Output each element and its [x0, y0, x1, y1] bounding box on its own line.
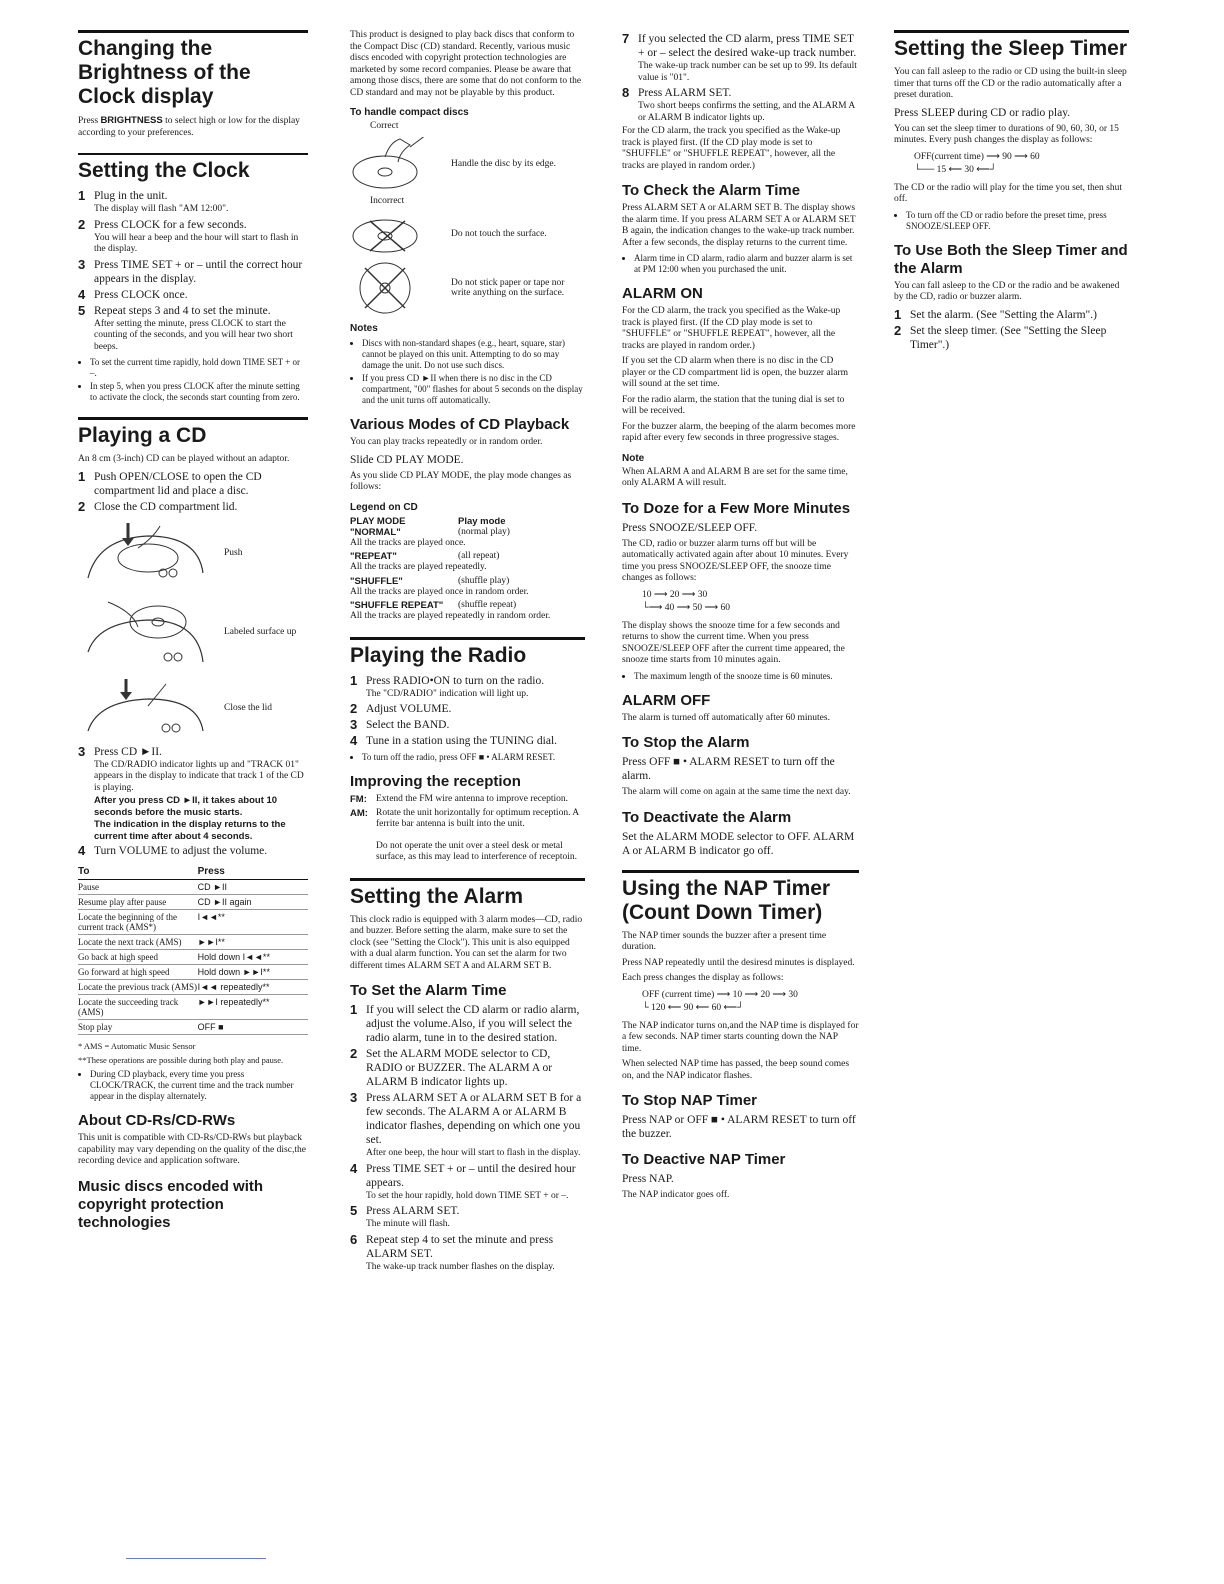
footnote: **These operations are possible during both play and pause. — [78, 1055, 284, 1065]
nap-text: Press NAP repeatedly until the desiresd minutes is displayed. — [622, 957, 855, 968]
alarm-steps — [350, 1003, 585, 1273]
figure-caption: Labeled surface up — [224, 626, 297, 637]
step-note: The "CD/RADIO" indication will light up. — [366, 688, 529, 699]
cd-operations-table — [78, 864, 308, 1035]
notes-title: Notes — [350, 323, 378, 334]
music-title: Music discs encoded with copyright protection technologies — [78, 1177, 264, 1231]
step-text: If you selected the CD alarm, press TIME SET + or – select the desired wake-up track number. — [638, 33, 857, 59]
table-cell-press: Hold down I◄◄** — [198, 950, 308, 965]
legend-row: "NORMAL" (normal play) — [350, 526, 510, 538]
cd-intro: An 8 cm (3-inch) CD can be played without an adaptor. — [78, 454, 290, 464]
radio-bullets: • To turn off the radio, press OFF ■ • ALARM RESET. — [350, 752, 585, 763]
step-number: 3 — [350, 1090, 358, 1105]
step-text: Repeat step 4 to set the minute and press ALARM SET. — [366, 1233, 554, 1260]
check-bullets: • Alarm time in CD alarm, radio alarm and buzzer alarm is set at PM 12:00 when you purchased the unit. — [622, 253, 859, 275]
cd-place-illustration — [78, 592, 208, 672]
deactivate-text: Set the ALARM MODE selector to OFF. ALARM A or ALARM B indicator go off. — [622, 830, 855, 857]
step — [78, 304, 308, 354]
step-text: Press TIME SET + or – until the correct hour appears in the display. — [94, 258, 303, 285]
step-number: 1 — [78, 188, 86, 203]
cd-close-illustration — [78, 676, 208, 741]
deactive-nap-text: Press NAP. — [622, 1173, 674, 1185]
nap-text: When selected NAP time has passed, the beep sound comes on, and the NAP indicator flashes. — [622, 1059, 850, 1081]
step-number: 1 — [350, 1002, 358, 1017]
alarm-on-text: For the CD alarm, the track you specified as the Wake-up track is played first. (If the CD play mode is set to "SHUFFLE" or "SHUFFLE REPEAT", however, all the tracks are played in random order.) — [622, 306, 841, 351]
alarm-on-text: For the buzzer alarm, the beeping of the alarm becomes more rapid after every few seconds in three progressive stages. — [622, 421, 856, 443]
step — [350, 1233, 585, 1274]
step-number: 1 — [350, 672, 358, 688]
sleep-text: The CD or the radio will play for the time you set, then shut off. — [894, 182, 1122, 204]
table-cell-press: I◄◄** — [198, 910, 308, 935]
step-note: The wake-up track number flashes on the display. — [366, 1261, 555, 1272]
step-number: 7 — [622, 31, 630, 46]
column-4 — [894, 30, 1129, 354]
handle-figure-1 — [350, 137, 585, 192]
step — [894, 324, 1129, 352]
legend-title: Legend on CD — [350, 501, 418, 513]
cd-title: Playing a CD — [78, 424, 207, 447]
modes-title: Various Modes of CD Playback — [350, 416, 570, 433]
step — [78, 189, 308, 216]
brightness-text: Press BRIGHTNESS to select high or low for the display according to your preferences. — [78, 115, 300, 138]
figure-caption: Close the lid — [224, 703, 273, 713]
clock-steps — [78, 189, 308, 353]
section-rule — [78, 30, 308, 33]
step-number: 5 — [78, 302, 86, 318]
step-number: 3 — [350, 717, 358, 732]
table-row — [78, 895, 308, 910]
step — [350, 734, 585, 748]
step-number: 2 — [894, 322, 902, 338]
legend-detail: All the tracks are played once in random order. — [350, 586, 529, 597]
step-text: Press CLOCK once. — [94, 288, 188, 301]
table-cell-action: Locate the beginning of the current track (AMS*) — [78, 910, 198, 935]
table-cell-action: Stop play — [78, 1020, 198, 1035]
table-cell-press: OFF ■ — [198, 1020, 308, 1035]
table-cell-press: ►►I** — [198, 935, 308, 950]
legend-list — [350, 527, 585, 623]
stop-alarm-text: Press OFF ■ • ALARM RESET to turn off the alarm. — [622, 756, 835, 782]
section-rule — [350, 637, 585, 640]
nap-text: The NAP timer sounds the buzzer after a present time duration. — [622, 930, 827, 952]
step-note: After setting the minute, press CLOCK to start the counting of the seconds, and you will hear two short beeps. — [94, 318, 293, 352]
cd-figure-place — [78, 592, 308, 672]
table-cell-action: Pause — [78, 880, 198, 895]
legend-row: "SHUFFLE" (shuffle play) — [350, 575, 510, 587]
table-cell-press: CD ►II — [198, 880, 308, 895]
handle-title: To handle compact discs — [350, 107, 469, 118]
snooze-sequence: 10 ⟶ 20 ⟶ 30 └⟶ 40 ⟶ 50 ⟶ 60 — [642, 589, 730, 613]
cdrs-text: This unit is compatible with CD-Rs/CD-RWs but playback capability may vary depending on the quality of the disc,the recording device and application software. — [78, 1133, 306, 1166]
table-cell-action: Locate the previous track (AMS) — [78, 980, 198, 995]
sleep-press: Press SLEEP during CD or radio play. — [894, 106, 1071, 119]
nap-text: The NAP indicator turns on,and the NAP time is displayed for a few seconds. NAP timer starts counting down the NAP time. — [622, 1020, 859, 1054]
radio-title: Playing the Radio — [350, 643, 527, 667]
table-row — [78, 935, 308, 950]
handle-figure-3 — [350, 260, 585, 315]
step — [350, 1091, 585, 1160]
section-rule — [350, 878, 585, 881]
step-number: 1 — [894, 306, 902, 322]
doze-press: Press SNOOZE/SLEEP OFF. — [622, 521, 758, 534]
step-text: Set the sleep timer. (See "Setting the Sleep Timer".) — [910, 324, 1107, 351]
page-footer-line — [126, 1558, 266, 1559]
deactive-nap-sub: The NAP indicator goes off. — [622, 1190, 730, 1200]
cd-push-illustration — [78, 518, 208, 588]
both-title: To Use Both the Sleep Timer and the Alarm — [894, 241, 1128, 277]
step — [622, 86, 859, 124]
table-cell-press: Hold down ►►I** — [198, 965, 308, 980]
deactivate-title: To Deactivate the Alarm — [622, 808, 792, 826]
section-rule — [78, 417, 308, 420]
stop-nap-title: To Stop NAP Timer — [622, 1092, 758, 1109]
cd-step-3: 3 Press CD ►II. The CD/RADIO indicator lights up and "TRACK 01" appears in the display to indicate that track 1 of the CD is playing. After you press CD ►II, it takes about 10 seconds before the music starts. The indication in the display returns to the current time after about 4 seconds. — [78, 743, 304, 842]
figure-caption: Push — [224, 547, 243, 558]
step-number: 2 — [78, 498, 86, 514]
table-header: To — [78, 864, 198, 880]
table-row — [78, 910, 308, 935]
step-text: Close the CD compartment lid. — [94, 500, 238, 513]
alarm-off-title: ALARM OFF — [622, 691, 711, 709]
step-text: Repeat steps 3 and 4 to set the minute. — [94, 304, 271, 317]
fm-row: FM: Extend the FM wire antenna to improve reception. — [350, 794, 569, 805]
nap-text: Each press changes the display as follows: — [622, 973, 784, 983]
copyright-intro: This product is designed to play back discs that conform to the Compact Disc (CD) standard. Recently, various music discs encoded with copyright protection technologies are marketed by some record companies. Please be aware that among those discs, there are some that do not conform to the CD standard and may not be playable by this product. — [350, 30, 582, 98]
step-number: 3 — [78, 256, 86, 272]
doze-text: The display shows the snooze time for a few seconds and returns to show the current time. When you press SNOOZE/SLEEP OFF after the current time appeared, the snooze time starts from 10 minutes again. — [622, 620, 845, 665]
step — [350, 702, 585, 716]
step — [78, 258, 308, 286]
step-number: 5 — [350, 1203, 358, 1218]
sleep-sequence: OFF(current time) ⟶ 90 ⟶ 60 └── 15 ⟵ 30 ⟵┘ — [914, 151, 1040, 175]
note-text: When ALARM A and ALARM B are set for the same time, only ALARM A will result. — [622, 466, 848, 488]
cdrs-title: About CD-Rs/CD-RWs — [78, 1112, 236, 1129]
check-alarm-title: To Check the Alarm Time — [622, 182, 801, 199]
step-text: Press ALARM SET A or ALARM SET B for a few seconds. The ALARM A or ALARM B indicator flashes, depending on which one you set. — [366, 1092, 582, 1146]
step-number: 4 — [78, 286, 86, 302]
step — [350, 1162, 585, 1203]
legend-detail: All the tracks are played repeatedly in random order. — [350, 611, 551, 621]
both-text: You can fall asleep to the CD or the radio and be awakened by the CD, radio or buzzer alarm. — [894, 280, 1120, 302]
clock-title: Setting the Clock — [78, 159, 250, 182]
legend-detail: All the tracks are played once. — [350, 537, 466, 548]
step-text: Adjust VOLUME. — [366, 703, 452, 715]
table-cell-press: I◄◄ repeatedly** — [198, 980, 308, 995]
step-text: Tune in a station using the TUNING dial. — [366, 735, 558, 747]
step-number: 6 — [350, 1231, 358, 1247]
table-row — [78, 965, 308, 980]
step-text: Press CLOCK for a few seconds. — [94, 218, 247, 231]
table-cell-action: Locate the succeeding track (AMS) — [78, 995, 198, 1020]
reception-title: Improving the reception — [350, 773, 521, 790]
alarm-on-text: If you set the CD alarm when there is no disc in the CD player or the CD compartment lid is open, the buzzer alarm will sound at the set time. — [622, 356, 849, 389]
alarm-off-text: The alarm is turned off automatically after 60 minutes. — [622, 712, 830, 723]
cd-figure-close — [78, 676, 308, 741]
correct-label: Correct — [370, 121, 399, 131]
section-rule — [622, 870, 859, 873]
step — [78, 218, 308, 256]
step-note: Two short beeps confirms the setting, and the ALARM A or ALARM B indicator lights up. — [638, 101, 855, 123]
notes-list — [350, 338, 585, 406]
cd-bullets: • During CD playback, every time you press CLOCK/TRACK, the current time and the track number appear in the display alternately. — [78, 1069, 308, 1102]
incorrect-label: Incorrect — [370, 195, 405, 206]
radio-steps — [350, 674, 585, 749]
step-text: Press ALARM SET. — [638, 87, 732, 99]
sleep-text: You can fall asleep to the radio or CD using the built-in sleep timer that turns off the CD or the radio automatically after a preset duration. — [894, 67, 1127, 100]
deactive-nap-title: To Deactive NAP Timer — [622, 1151, 786, 1168]
table-cell-press: CD ►II again — [198, 895, 308, 910]
doze-bullets: • The maximum length of the snooze time is 60 minutes. — [622, 671, 859, 682]
am-row: AM: Rotate the unit horizontally for optimum reception. A ferrite bar antenna is built into the unit. — [350, 807, 579, 829]
step-text: Press TIME SET + or – until the desired hour appears. — [366, 1162, 576, 1189]
step-number: 2 — [350, 701, 358, 716]
stop-alarm-sub: The alarm will come on again at the same time the next day. — [622, 787, 851, 797]
alarm-on-title: ALARM ON — [622, 285, 703, 302]
reception-note: Do not operate the unit over a steel desk or metal surface, as this may lead to interference of receptoin. — [376, 840, 577, 862]
step-number: 2 — [78, 216, 86, 232]
cd-step-4: 4 Turn VOLUME to adjust the volume. — [78, 843, 268, 858]
sleep-bullets: • To turn off the CD or radio before the preset time, press SNOOZE/SLEEP OFF. — [894, 210, 1129, 232]
bullet-item: • If you press CD ►II when there is no disc in the CD compartment, "00" flashes for about 5 seconds on the display and the unit turns off automatically. — [362, 373, 585, 406]
step — [350, 674, 585, 701]
table-cell-action: Resume play after pause — [78, 895, 198, 910]
table-row — [78, 980, 308, 995]
step — [894, 308, 1129, 322]
stop-nap-text: Press NAP or OFF ■ • ALARM RESET to turn off the buzzer. — [622, 1114, 856, 1140]
cd-steps — [78, 470, 308, 514]
step-text: Push OPEN/CLOSE to open the CD compartment lid and place a disc. — [94, 470, 262, 497]
step-note: The wake-up track number can be set up to 99. Its default value is "01". — [638, 61, 857, 83]
both-steps — [894, 308, 1129, 352]
table-row — [78, 950, 308, 965]
legend-row: "REPEAT" (all repeat) — [350, 551, 500, 562]
column-1 — [78, 30, 308, 1235]
disc-edge-illustration — [350, 137, 435, 192]
step — [350, 1204, 585, 1231]
doze-title: To Doze for a Few More Minutes — [622, 499, 851, 517]
step — [350, 1047, 585, 1089]
check-alarm-text: Press ALARM SET A or ALARM SET B. The display shows the alarm time. If you press ALARM SET A or ALARM SET B again, the indication changes to the wake-up track number. After a few seconds, the display returns to the current time. — [622, 203, 856, 248]
column-3 — [622, 30, 859, 1206]
step-note: The display will flash "AM 12:00". — [94, 204, 229, 214]
alarm-title: Setting the Alarm — [350, 884, 524, 908]
cd-alarm-note: For the CD alarm, the track you specified as the Wake-up track is played first. (If the CD play mode is set to "SHUFFLE" or "SHUFFLE REPEAT", however, all the tracks are played in random order.) — [622, 126, 841, 171]
legend-header: PLAY MODE Play mode — [350, 515, 506, 527]
legend-row: "SHUFFLE REPEAT" (shuffle repeat) — [350, 600, 517, 611]
set-alarm-title: To Set the Alarm Time — [350, 982, 507, 999]
nap-sequence: OFF (current time) ⟶ 10 ⟶ 20 ⟶ 30 └ 120 ⟵ 90 ⟵ 60 ⟵┘ — [642, 989, 798, 1013]
step-text: Select the BAND. — [366, 719, 450, 731]
stop-alarm-title: To Stop the Alarm — [622, 734, 750, 751]
sleep-text: You can set the sleep timer to durations of 90, 60, 30, or 15 minutes. Every push changes the display as follows: — [894, 123, 1119, 145]
modes-slide: Slide CD PLAY MODE. — [350, 453, 464, 466]
step-note: To set the hour rapidly, hold down TIME SET + or –. — [366, 1190, 569, 1201]
step-note: You will hear a beep and the hour will start to flash in the display. — [94, 232, 299, 254]
step-number: 8 — [622, 85, 630, 100]
step — [78, 470, 308, 498]
section-rule — [78, 153, 308, 155]
handle-figure-2 — [350, 211, 585, 256]
step — [78, 288, 308, 302]
section-rule — [894, 30, 1129, 33]
table-row — [78, 880, 308, 895]
step — [350, 718, 585, 732]
step-text: Plug in the unit. — [94, 190, 168, 202]
table-cell-press: ►►I repeatedly** — [198, 995, 308, 1020]
step-text: Press RADIO•ON to turn on the radio. — [366, 674, 545, 687]
step — [350, 1003, 585, 1045]
column-2 — [350, 30, 585, 1275]
nap-title: Using the NAP Timer (Count Down Timer) — [622, 876, 831, 924]
sleep-title: Setting the Sleep Timer — [894, 37, 1127, 60]
step-number: 4 — [350, 733, 358, 748]
table-cell-action: Locate the next track (AMS) — [78, 935, 198, 950]
bullet-item: • To set the current time rapidly, hold down TIME SET + or –. — [90, 357, 308, 379]
table-cell-action: Go back at high speed — [78, 950, 198, 965]
step-text: Press ALARM SET. — [366, 1205, 460, 1217]
step-note: After one beep, the hour will start to flash in the display. — [366, 1148, 581, 1158]
step-note: The minute will flash. — [366, 1219, 450, 1229]
figure-caption: Handle the disc by its edge. — [451, 159, 557, 169]
table-cell-action: Go forward at high speed — [78, 965, 198, 980]
alarm-intro: This clock radio is equipped with 3 alarm modes—CD, radio and buzzer. Before setting the alarm, make sure to set the clock (see "Setting the Clock"). This unit is also equipped with a dual alarm function. You can set the alarm for two different times ALARM SET A and ALARM SET B. — [350, 914, 583, 971]
doze-text: The CD, radio or buzzer alarm turns off but will be automatically activated again after about 10 minutes. Every time you press SNOOZE/SLEEP OFF, the snooze time changes as follows: — [622, 538, 849, 583]
step-number: 1 — [78, 468, 86, 484]
modes-text: You can play tracks repeatedly or in random order. — [350, 437, 543, 447]
bullet-item: • Discs with non-standard shapes (e.g., heart, square, star) cannot be played on this unit. Attempting to do so may damage the unit. Do not use such discs. — [362, 338, 585, 371]
step-text: Set the ALARM MODE selector to CD, RADIO or BUZZER. The ALARM A or ALARM B indicator lights up. — [366, 1048, 553, 1088]
step — [78, 500, 308, 514]
disc-touch-illustration — [350, 211, 435, 256]
step — [622, 32, 859, 84]
brightness-title: Changing the Brightness of the Clock display — [78, 37, 251, 108]
clock-bullets — [78, 357, 308, 403]
step-number: 4 — [350, 1160, 358, 1176]
step-text: If you will select the CD alarm or radio alarm, adjust the volume.Also, if you will select the radio alarm, tune in to the desired station. — [366, 1004, 580, 1044]
step-number: 2 — [350, 1046, 358, 1061]
legend-detail: All the tracks are played repeatedly. — [350, 562, 487, 572]
cd-figure-push — [78, 518, 308, 588]
modes-text: As you slide CD PLAY MODE, the play mode changes as follows: — [350, 470, 572, 492]
table-row — [78, 995, 308, 1020]
figure-caption: Do not stick paper or tape nor write anything on the surface. — [451, 277, 565, 298]
footnote: * AMS = Automatic Music Sensor — [78, 1041, 196, 1051]
table-header: Press — [198, 864, 308, 880]
disc-tape-illustration — [350, 260, 435, 315]
alarm-on-text: For the radio alarm, the station that the tuning dial is set to will be received. — [622, 394, 845, 416]
note-title: Note — [622, 452, 645, 464]
figure-caption: Do not touch the surface. — [451, 228, 547, 239]
table-row — [78, 1020, 308, 1035]
bullet-item: • In step 5, when you press CLOCK after the minute setting to activate the clock, the seconds start counting from zero. — [90, 381, 308, 403]
alarm-steps-continued — [622, 32, 859, 124]
step-text: Set the alarm. (See "Setting the Alarm".) — [910, 308, 1097, 321]
